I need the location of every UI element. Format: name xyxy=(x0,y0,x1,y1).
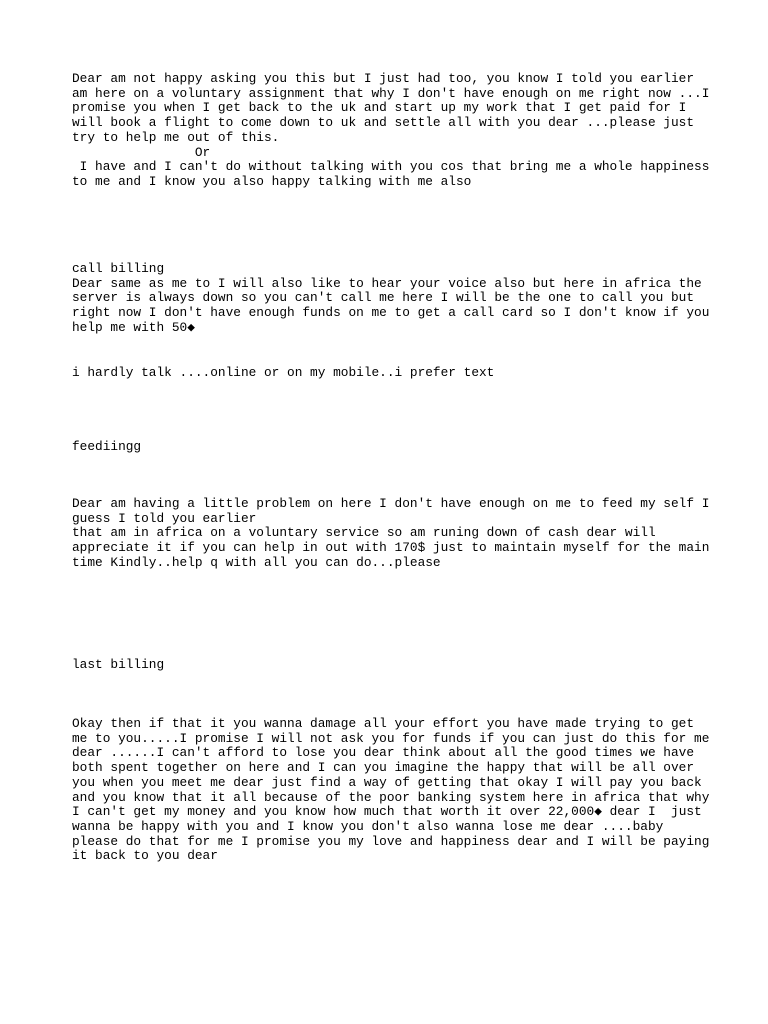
prefer-text-paragraph: i hardly talk ....online or on my mobile..i prefer text xyxy=(72,365,495,380)
call-billing-paragraph: call billing Dear same as me to I will also like to hear your voice also but here in africa the server is always down so you can't call me here I will be the one to call you but right now I don't have enough funds on me to get a call card so I don't know if you help me with 50◆ xyxy=(72,261,710,335)
last-billing-paragraph: Okay then if that it you wanna damage all your effort you have made trying to get me to you.....I promise I will not ask you for funds if you can just do this for me dear ......I can't afford to lose you dear think about all the good times we have both spent together on here and I can you imagine the happy that will be all over you when you meet me dear just find a way of getting that okay I will pay you back and you know that it all because of the poor banking system here in africa that why I can't get my money and you know how much that worth it over 22,000◆ dear I just wanna be happy with you and I know you don't also wanna lose me dear ....baby please do that for me I promise you my love and happiness dear and I will be paying it back to you dear xyxy=(72,716,710,864)
feeding-request-paragraph: Dear am having a little problem on here I don't have enough on me to feed my self I guess I told you earlier that am in africa on a voluntary service so am runing down of cash dear will appreciate it if you can help in out with 170$ just to maintain myself for the main time Kindly..help q with all you can do...please xyxy=(72,496,710,570)
feeding-heading: feediingg xyxy=(72,439,142,454)
loan-request-paragraph: Dear am not happy asking you this but I just had too, you know I told you earlier am here on a voluntary assignment that why I don't have enough on me right now ...I promise you when I get back to the uk and start up my work that I get paid for I will book a flight to come down to uk and settle all with you dear ...please just try to help me out of this. Or I have and I can't do without talking with you cos that bring me a whole happiness to me and I know you also happy talking with me also xyxy=(72,71,710,189)
last-billing-heading: last billing xyxy=(72,657,165,672)
